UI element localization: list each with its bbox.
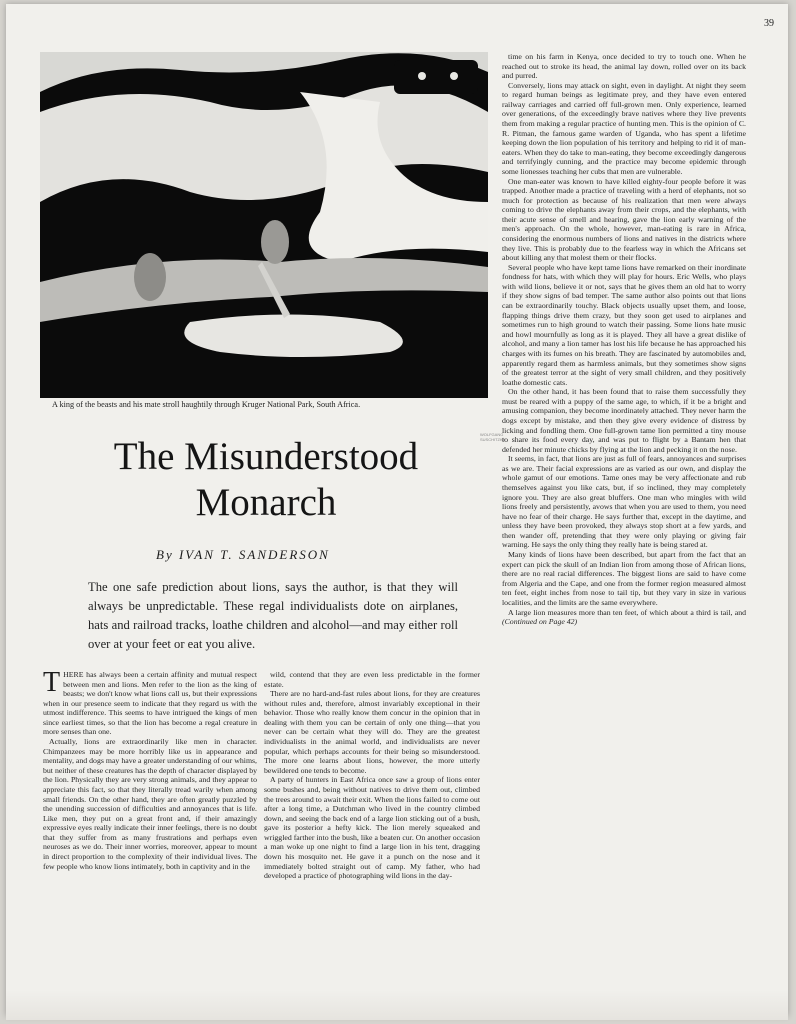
paragraph: Several people who have kept tame lions have remarked on their inordinate fondness for hats, with which they will play for hours. Eric Wells, who plays with wild lions, believe it or not, says that he gives them an old hat to worry if they show signs of bad temper. The same author also points out that lions can be extraordinarily touchy. Black objects usually upset them, and loose, flapping things drive them crazy, but they soon get used to airplanes and sometimes run to high ground to watch their passing. Some lions hate music and howl mournfully as long as it is played. They all have a great dislike of alcohol, and many a lion tamer has lost his life because he has approached his charges with its fumes on his breath. They are fascinated by automobiles and, apparently regard them as harmless animals, but they sometimes show signs of the greatest terror at the sight of very small children, and they positively loathe domestic cats. [502,262,746,387]
paragraph: Many kinds of lions have been described, but apart from the fact that an expert can pick the skull of an Indian lion from among those of African lions, there are no real racial differences. The biggest lions are said to have come from Algeria and the Cape, and one from the former region measured almost ten feet, eight inches from nose to tail tip, but they vary in size in various localities, and the limits are the same everywhere. [502,550,746,607]
paragraph-text: HERE has always been a certain affinity and mutual respect between men and lions. Men refer to the lion as the king of beasts; we don't know what lions call us, but their expressions when in our presence seem to indicate that they regard us with the utmost indifference. This seems to have intrigued the kings of men since earliest times, so that the lion has become a regal creature in more senses than one. [43,670,257,737]
article-title [66,434,466,526]
paragraph: One man-eater was known to have killed eighty-four people before it was trapped. Another made a practice of traveling with a herd of elephants, not so much for protection as because of his realization that men were always coming to drive the elephants away from their crops, and the elephants, with their acute sense of smell and hearing, gave the lion early warning of the men's approach. On the whole, however, man-eating is rare in Africa, considering the enormous numbers of lions and natives in the districts where they live. This is probably due to the fearless way in which the Africans set about killing any that molest them or their flocks. [502,176,746,263]
title-line-1: The Misunderstood [113,435,419,478]
continued-on-page-link[interactable]: (Continued on Page 42) [502,617,578,627]
paragraph-text: A large lion measures more than ten feet, of which about a third is tail, and [508,607,746,617]
magazine-page [6,4,788,1016]
article-deck: The one safe prediction about lions, says the author, is that they will always be unpredictable. These regal individualists dote on airplanes, hats and railroad tracks, loathe children and alcohol—and may either roll over at your feet or eat you alive. [88,580,458,651]
column-1 [43,667,257,871]
page-number: 39 [764,18,774,29]
column-3 [502,52,746,627]
paragraph: Actually, lions are extraordinarily like men in character. Chimpanzees may be more horribly like us in appearance and mentality, and dogs may have a greater understanding of our whims, but neither of these creatures has the depth of character displayed by the lion. Physically they are very strong animals, and they appear to appreciate this fact, so that they literally tread warily when among small friends. On the other hand, they are often greatly puzzled by the unending succession of difficulties and annoyances that is life. Like men, they put on a great front and, if their amazingly expressive eyes really indicate their inner feelings, there is no doubt that they suffer from as many frustrations and perhaps even neuroses as we do. Their inner worries, moreover, appear to mount in direct proportion to the complexity of their individual lives. The few people who know lions intimately, both in captivity and in the [43,737,257,871]
paragraph: It seems, in fact, that lions are just as full of fears, annoyances and surprises as we are. Their facial expressions are as varied as our own, and display the whole gamut of our emotions. Tame ones may be very affectionate and rub themselves against you like cats, but, if so inclined, they may completely ignore you. They are also great bluffers. One man who mingles with wild lions freely and persistently, avows that when you are used to them, you need have no fear of their charge. He says further that, except in the daytime, and unless they have been provoked, they always stop short at a few yards, and then wander off, pretending that they were only playing or giving fair warning. He says the only thing they really hate is being stared at. [502,454,746,550]
column-2 [264,670,480,881]
paragraph: On the other hand, it has been found that to raise them successfully they must be reared with a puppy of the same age, to which, if it be a bright and amusing companion, they become inordinately attached. They never harm the dogs except by mistake, and then they give every evidence of distress by licking and fondling them. One full-grown tame lion permitted a tiny mouse to share its food every day, and was put to flight by a Bantam hen that defended her minute chicks by flying at the lion and pecking it on the nose. [502,387,746,454]
title-line-2: Monarch [195,481,337,524]
byline: By IVAN T. SANDERSON [156,547,330,562]
paragraph [43,667,257,737]
lion-photo-art [40,52,488,398]
photo-caption: A king of the beasts and his mate stroll haughtily through Kruger National Park, South Africa. [52,400,361,409]
paragraph: A party of hunters in East Africa once saw a group of lions enter some bushes and, being without natives to drive them out, climbed the trees around to await their exit. When the lions failed to come out after a long time, a Dutchman who lived in the country climbed down, and seeing the back end of a large lion sticking out of a bush, gave its posterior a hefty kick. The lion merely squeaked and wriggled farther into the bush, like a beaten cur. On another occasion a man woke up one night to find a large lion in his tent, dragging down his mosquito net. He gave it a punch on the nose and it immediately bolted straight out of camp. My father, who had developed a practice of photographing wild lions in the day- [264,775,480,881]
photo-credit: WOLFGANG SUSCHITZKY [480,432,506,442]
paragraph: Conversely, lions may attack on sight, even in daylight. At night they seem to regard human beings as legitimate prey, and they have even entered railway carriages and carried off full-grown men. Only experience, learned over generations, of the exceedingly brave natives where they live prevents them from making a regular practice of hunting men. This is the opinion of C. R. Pitman, the famous game warden of Uganda, who has spent a lifetime keeping down the lion population of his territory and helping to rid it of man-eaters. When they do take to man-eating, they become exceedingly dangerous and terrifyingly cunning, and the practice may become epidemic through some lionesses teaching her cubs that men are vulnerable. [502,80,746,176]
drop-cap: T [43,667,61,698]
paragraph: time on his farm in Kenya, once decided to try to touch one. When he reached out to stroke its head, the animal lay down, rolled over on its back and purred. [502,52,746,81]
paragraph [502,608,746,627]
paragraph: wild, contend that they are even less predictable in the former estate. [264,670,480,689]
page-bottom-edge [6,990,788,1020]
paragraph: There are no hard-and-fast rules about lions, for they are creatures without rules and, therefore, almost invariably exceptional in their behavior. Those who really know them concur in the opinion that in dealing with them you can be certain of only one thing—that you never can be certain what they will do. They are the greatest individualists in the animal world, and individualists are never popular, which perhaps accounts for their being so misunderstood. The more one learns about lions, however, the more utterly bewildered one tends to become. [264,689,480,775]
